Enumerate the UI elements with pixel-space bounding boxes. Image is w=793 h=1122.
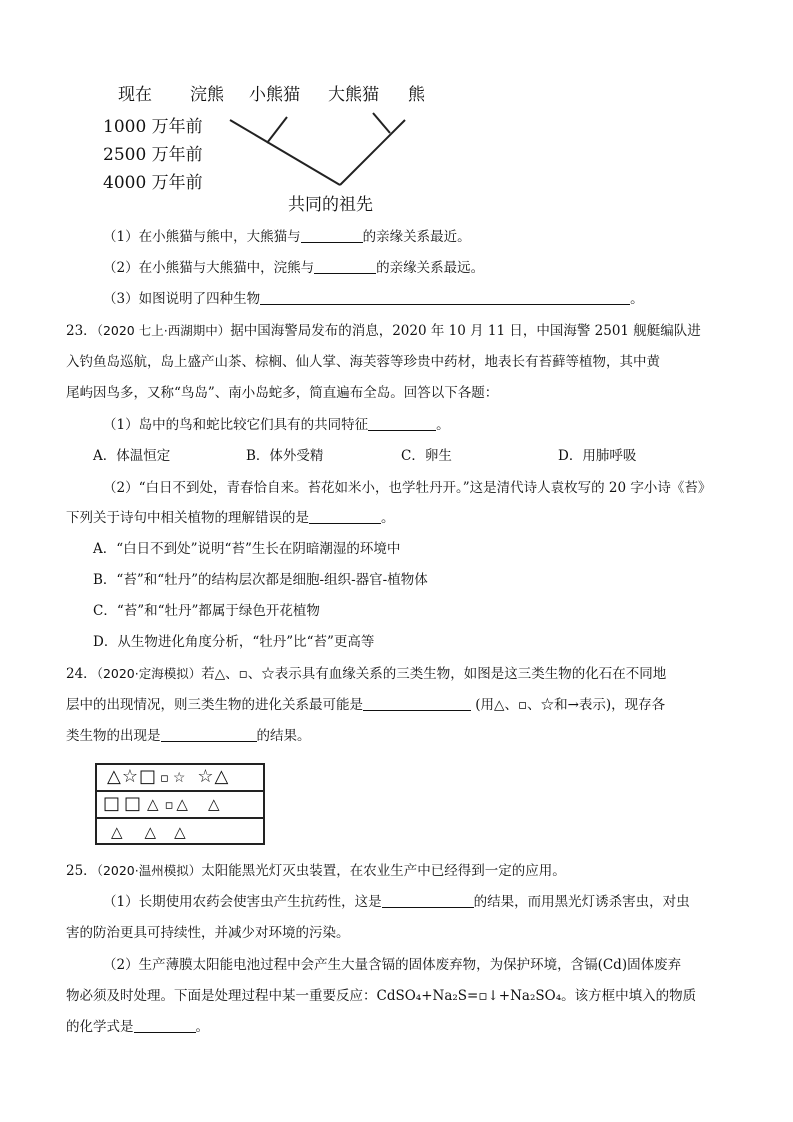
answer-blank[interactable]	[368, 416, 436, 431]
triangle-icon: △	[207, 795, 220, 813]
small-square-icon: ▫	[164, 798, 174, 813]
q23-sub1-option-a[interactable]: A．体温恒定	[93, 448, 171, 464]
q23-sub2-line1: （2）“白日不到处，青春恰自来。苔花如米小，也学牡丹开。”这是清代诗人袁枚写的 20 字小诗《苔》	[103, 480, 712, 496]
q22-part2: （2）在小熊猫与大熊猫中，浣熊与 的亲缘关系最远。	[103, 260, 485, 276]
q23-sub1-option-b[interactable]: B．体外受精	[246, 448, 324, 464]
triangle-icon: △	[107, 766, 121, 787]
answer-blank[interactable]	[134, 1018, 196, 1033]
star-icon: ☆	[172, 770, 186, 786]
tree-time-1000: 1000 万年前	[103, 117, 203, 137]
q25-sub2-line3: 的化学式是 。	[66, 1019, 209, 1035]
tree-label-raccoon: 浣熊	[190, 85, 224, 105]
tree-label-now: 现在	[118, 85, 152, 105]
q22-part3: （3）如图说明了四种生物 。	[103, 291, 644, 307]
answer-blank[interactable]	[363, 696, 471, 711]
answer-blank[interactable]	[314, 259, 376, 274]
triangle-icon: △	[147, 795, 159, 813]
tree-branches	[0, 0, 793, 230]
q22-part1: （1）在小熊猫与熊中，大熊猫与 的亲缘关系最近。	[103, 229, 471, 245]
q23-stem-line2: 入钓鱼岛巡航，岛上盛产山茶、棕榈、仙人掌、海芙蓉等珍贵中药材，地表长有苔藓等植物，其中黄	[66, 354, 660, 370]
q23-sub2-option-d[interactable]: D．从生物进化角度分析，“牡丹”比“苔”更高等	[93, 634, 375, 650]
triangle-icon: △	[174, 823, 186, 841]
q24-stem-line3: 类生物的出现是 的结果。	[66, 728, 311, 744]
fossil-strata-figure	[95, 763, 265, 845]
square-icon: □	[124, 793, 142, 814]
square-icon: □	[103, 793, 121, 814]
q25-sub2-line2: 物必须及时处理。下面是处理过程中某一重要反应：CdSO₄+Na₂S=▫↓+Na₂SO₄。该方框中填入的物质	[66, 988, 697, 1004]
tree-root-label: 共同的祖先	[288, 195, 373, 215]
tree-time-4000: 4000 万年前	[103, 173, 203, 193]
q25-sub1-line2: 害的防治更具可持续性，并减少对环境的污染。	[66, 925, 350, 941]
square-icon: □	[138, 766, 156, 787]
q23-sub2-option-c[interactable]: C．“苔”和“牡丹”都属于绿色开花植物	[93, 603, 320, 619]
strata-row-1	[107, 767, 228, 789]
answer-blank[interactable]	[309, 509, 381, 524]
small-square-icon: ▫	[160, 771, 169, 786]
q23-sub2-line2: 下列关于诗句中相关植物的理解错误的是 。	[66, 510, 395, 526]
q25-stem-line1: 25．（2020·温州模拟）太阳能黑光灯灭虫装置，在农业生产中已经得到一定的应用。	[66, 863, 566, 879]
tree-label-red-panda: 小熊猫	[249, 85, 300, 105]
q23-sub2-option-b[interactable]: B．“苔”和“牡丹”的结构层次都是细胞-组织-器官-植物体	[93, 572, 428, 588]
q25-source: （2020·温州模拟）	[96, 863, 202, 878]
strata-row-2	[103, 794, 219, 816]
q24-stem-line2: 层中的出现情况，则三类生物的进化关系最可能是 (用△、▫、☆和→表示)，现存各	[66, 697, 666, 713]
q23-source: （2020 七上·西湖期中）	[96, 323, 231, 338]
q23-sub2-option-a[interactable]: A．“白日不到处”说明“苔”生长在阴暗潮湿的环境中	[93, 541, 401, 557]
answer-blank[interactable]	[382, 893, 474, 908]
q23-sub1-option-d[interactable]: D．用肺呼吸	[558, 448, 637, 464]
q25-sub2-line1: （2）生产薄膜太阳能电池过程中会产生大量含镉的固体废弃物，为保护环境，含镉(Cd)固体废弃	[103, 957, 682, 973]
strata-row-3	[111, 822, 186, 842]
q23-sub1: （1）岛中的鸟和蛇比较它们具有的共同特征 。	[103, 417, 450, 433]
triangle-icon: △	[144, 823, 157, 841]
tree-time-2500: 2500 万年前	[103, 145, 203, 165]
tree-label-bear: 熊	[408, 85, 425, 105]
triangle-icon: △	[176, 795, 188, 813]
answer-blank[interactable]	[161, 727, 257, 742]
q23-sub1-option-c[interactable]: C．卵生	[401, 448, 452, 464]
triangle-icon: △	[111, 823, 123, 841]
q23-stem-line1: 23．（2020 七上·西湖期中）据中国海警局发布的消息，2020 年 10 月 11 日，中国海警 2501 舰艇编队进	[66, 323, 701, 339]
strata-divider	[97, 817, 263, 819]
answer-blank[interactable]	[301, 228, 363, 243]
strata-divider	[97, 790, 263, 792]
q24-stem-line1: 24．（2020·定海模拟）若△、▫、☆表示具有血缘关系的三类生物，如图是这三类生物的化石在不同地	[66, 666, 667, 682]
q24-source: （2020·定海模拟）	[96, 666, 202, 681]
star-icon: ☆	[121, 766, 138, 787]
q25-sub1-line1: （1）长期使用农药会使害虫产生抗药性，这是 的结果，而用黑光灯诱杀害虫，对虫	[103, 894, 690, 910]
answer-blank[interactable]	[260, 290, 630, 305]
tree-label-giant-panda: 大熊猫	[328, 85, 379, 105]
q23-stem-line3: 尾屿因鸟多，又称“鸟岛”、南小岛蛇多，简直遍布全岛。回答以下各题：	[66, 385, 499, 401]
star-icon: ☆	[197, 766, 214, 787]
triangle-icon: △	[214, 766, 229, 787]
